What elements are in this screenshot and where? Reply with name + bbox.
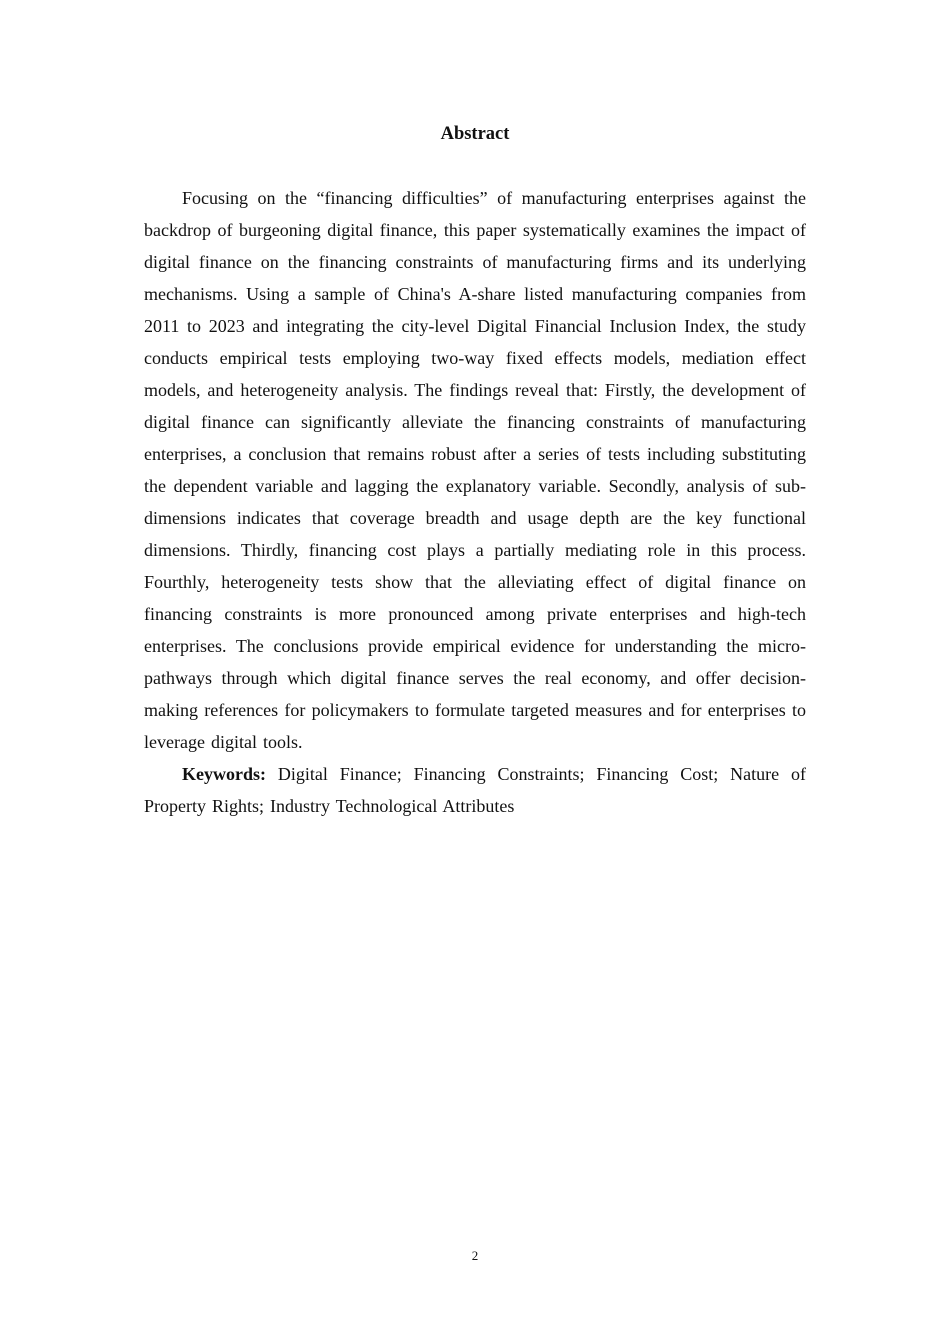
abstract-title: Abstract	[440, 124, 510, 144]
keywords-label: Keywords:	[182, 764, 266, 784]
page-number: 2	[471, 1248, 479, 1263]
keywords-paragraph	[144, 758, 806, 822]
abstract-paragraph: Focusing on the “financing difficulties” of manufacturing enterprises against the backdrop of burgeoning digital finance, this paper systematically examines the impact of digital finance on the financing constraints of manufacturing firms and its underlying mechanisms. Using a sample of China's A-share listed manufacturing companies from 2011 to 2023 and integrating the city-level Digital Financial Inclusion Index, the study conducts empirical tests employing two-way fixed effects models, mediation effect models, and heterogeneity analysis. The findings reveal that: Firstly, the development of digital finance can significantly alleviate the financing constraints of manufacturing enterprises, a conclusion that remains robust after a series of tests including substituting the dependent variable and lagging the explanatory variable. Secondly, analysis of sub-dimensions indicates that coverage breadth and usage depth are the key functional dimensions. Thirdly, financing cost plays a partially mediating role in this process. Fourthly, heterogeneity tests show that the alleviating effect of digital finance on financing constraints is more pronounced among private enterprises and high-tech enterprises. The conclusions provide empirical evidence for understanding the micro-pathways through which digital finance serves the real economy, and offer decision-making references for policymakers to formulate targeted measures and for enterprises to leverage digital tools.	[144, 188, 806, 752]
abstract-body	[144, 182, 806, 822]
keywords-list: Digital Finance; Financing Constraints; Financing Cost; Nature of Property Rights; Industry Technological Attributes	[144, 764, 807, 816]
